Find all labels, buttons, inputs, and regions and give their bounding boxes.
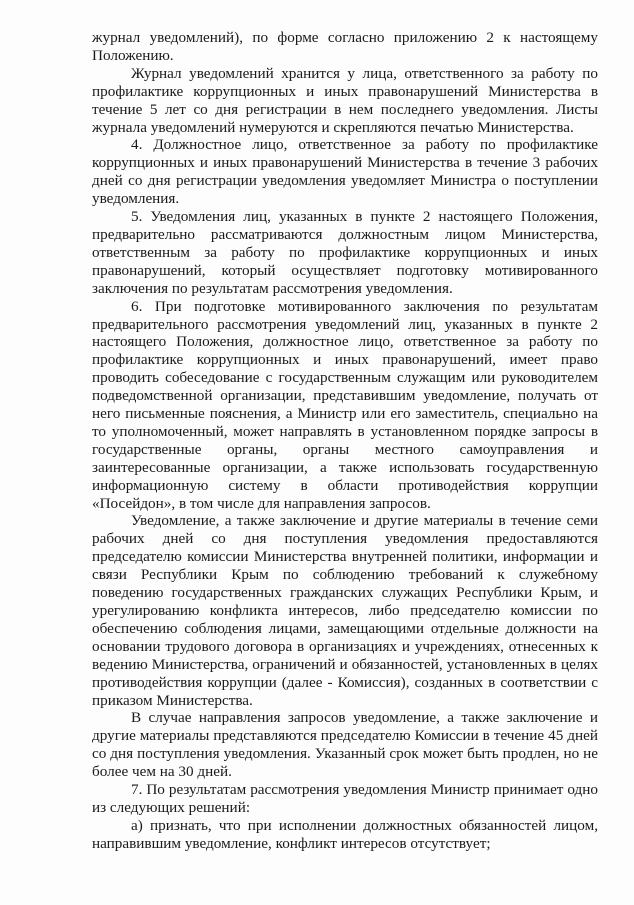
paragraph: 4. Должностное лицо, ответственное за работу по профилактике коррупционных и иных правонарушений Министерства в течение 3 рабочих дней со дня регистрации уведомления уведомляет Министра о поступлении уведомления. — [92, 136, 598, 208]
paragraph: Уведомление, а также заключение и другие материалы в течение семи рабочих дней со дня поступления уведомления предоставляются председателю комиссии Министерства внутренней политики, информации и связи Республики Крым по соблюдению требований к служебному поведению государственных гражданских служащих Республики Крым, и урегулированию конфликта интересов, либо председателю комиссии по обеспечению соблюдения лицами, замещающими отдельные должности на основании трудового договора в организациях и учреждениях, отнесенных к ведению Министерства, ограничений и обязанностей, установленных в целях противодействия коррупции (далее - Комиссия), созданных в соответствии с приказом Министерства. — [92, 512, 598, 709]
paragraph: 5. Уведомления лиц, указанных в пункте 2 настоящего Положения, предварительно рассматриваются должностным лицом Министерства, ответственным за работу по профилактике коррупционных и иных правонарушений, который осуществляет подготовку мотивированного заключения по результатам рассмотрения уведомления. — [92, 208, 598, 297]
paragraph: Журнал уведомлений хранится у лица, ответственного за работу по профилактике коррупционных и иных правонарушений Министерства в течение 5 лет со дня регистрации в нем последнего уведомления. Листы журнала уведомлений нумеруются и скрепляются печатью Министерства. — [92, 64, 598, 136]
paragraph: журнал уведомлений), по форме согласно приложению 2 к настоящему Положению. — [92, 29, 598, 64]
paragraph: а) признать, что при исполнении должностных обязанностей лицом, направившим уведомление, конфликт интересов отсутствует; — [92, 816, 598, 852]
paragraph: 7. По результатам рассмотрения уведомления Министр принимает одно из следующих решений: — [92, 781, 598, 816]
paragraph: В случае направления запросов уведомление, а также заключение и другие материалы представляются председателю Комиссии в течение 45 дней со дня поступления уведомления. Указанный срок может быть продлен, но не более чем на 30 дней. — [92, 709, 598, 781]
paragraph: 6. При подготовке мотивированного заключения по результатам предварительного рассмотрения уведомлений лиц, указанных в пункте 2 настоящего Положения, должностное лицо, ответственное за работу по профилактике коррупционных и иных правонарушений, имеет право проводить собеседование с государственным служащим или руководителем подведомственной организации, представившим уведомление, получать от него письменные пояснения, а Министр или его заместитель, специально на то уполномоченный, может направлять в установленном порядке запросы в государственные органы, органы местного самоуправления и заинтересованные организации, а также использовать государственную информационную систему в области противодействия коррупции «Посейдон», в том числе для направления запросов. — [92, 297, 598, 512]
document-body — [92, 29, 598, 853]
